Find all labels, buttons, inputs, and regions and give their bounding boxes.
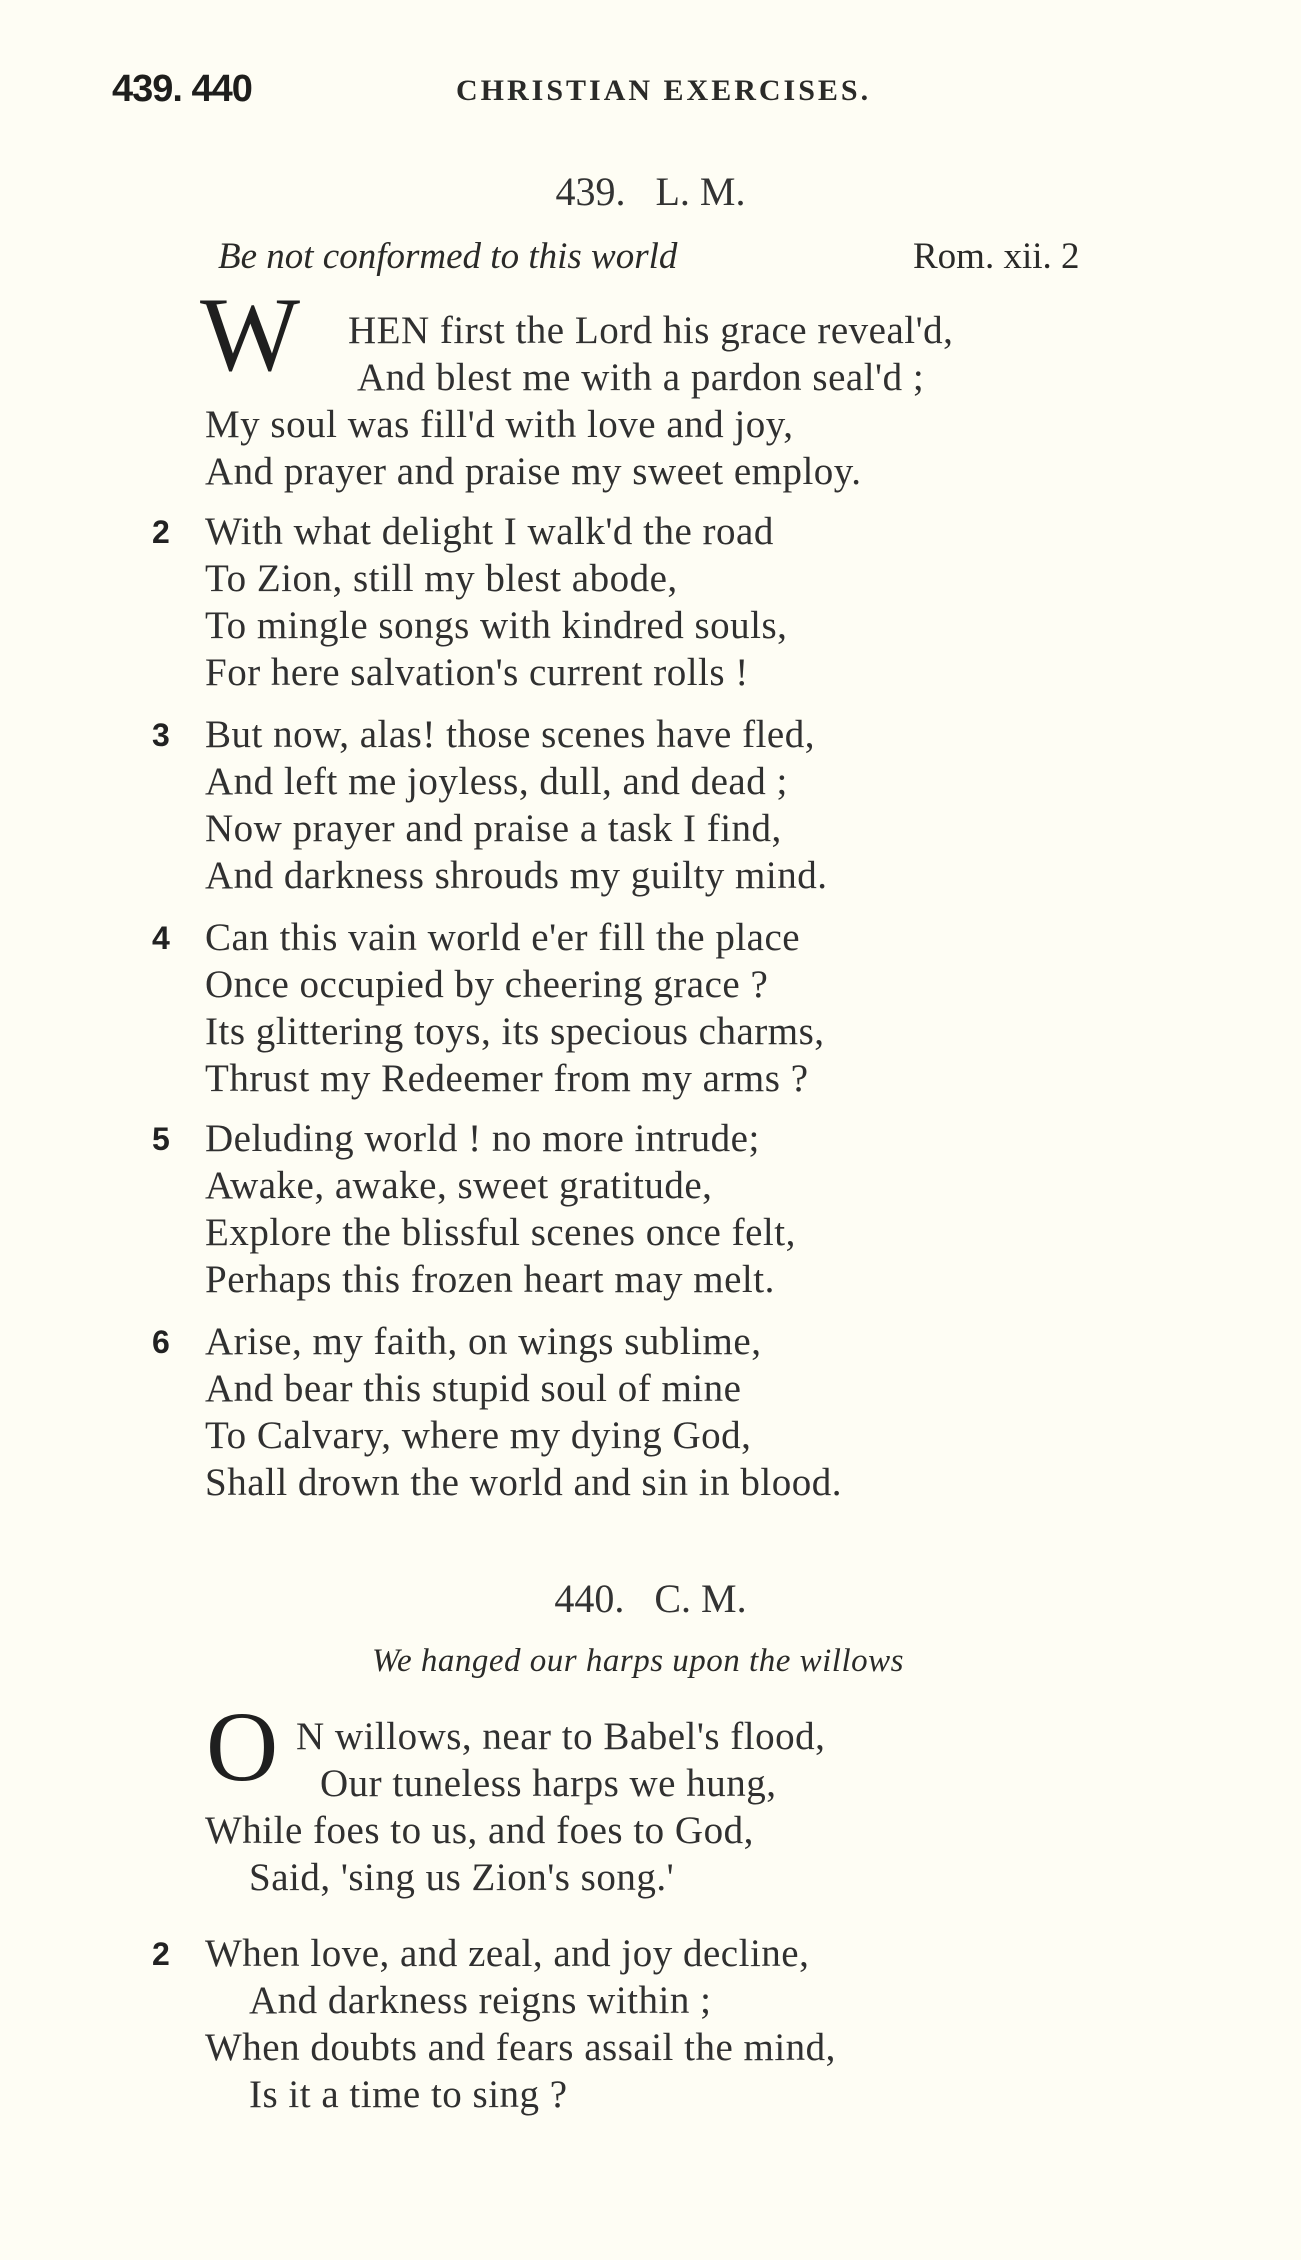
verse-line: Awake, awake, sweet gratitude, [205, 1164, 713, 1207]
running-title: CHRISTIAN EXERCISES. [456, 74, 872, 107]
verse-line: With what delight I walk'd the road [205, 510, 774, 553]
verse-line: And darkness reigns within ; [249, 1979, 712, 2022]
verse-line: Deluding world ! no more intrude; [205, 1117, 760, 1160]
verse-line: And prayer and praise my sweet employ. [205, 450, 862, 493]
verse-line: For here salvation's current rolls ! [205, 651, 749, 694]
running-header [112, 68, 1212, 118]
verse-line: Is it a time to sing ? [249, 2073, 568, 2116]
verse-line: And left me joyless, dull, and dead ; [205, 760, 788, 803]
verse-line: N willows, near to Babel's flood, [296, 1715, 826, 1758]
hymn-439-scripture-reference: Rom. xii. 2 [913, 236, 1080, 277]
verse-number: 2 [152, 514, 170, 550]
hymn-439-drop-cap: W [200, 276, 301, 393]
verse-line: My soul was fill'd with love and joy, [205, 403, 794, 446]
verse-line: Perhaps this frozen heart may melt. [205, 1258, 775, 1301]
hymn-440-drop-cap: O [206, 1691, 279, 1802]
verse-line: Once occupied by cheering grace ? [205, 963, 769, 1006]
verse-line: But now, alas! those scenes have fled, [205, 713, 815, 756]
verse-number: 2 [152, 1936, 170, 1972]
verse-line: HEN first the Lord his grace reveal'd, [348, 309, 954, 352]
verse-line: And bear this stupid soul of mine [205, 1367, 742, 1410]
hymn-440-epigraph [372, 1643, 904, 1680]
verse-line: Now prayer and praise a task I find, [205, 807, 782, 850]
verse-line: To Zion, still my blest abode, [205, 557, 678, 600]
verse-line: Said, 'sing us Zion's song.' [249, 1856, 675, 1899]
verse-line: To mingle songs with kindred souls, [205, 604, 788, 647]
hymn-440-number-meter: 440. C. M. [554, 1576, 747, 1621]
verse-number: 6 [152, 1324, 170, 1360]
verse-line: Can this vain world e'er fill the place [205, 916, 801, 959]
verse-line: Our tuneless harps we hung, [320, 1762, 777, 1805]
verse-number: 5 [152, 1121, 170, 1157]
hymn-439-heading [0, 168, 1301, 215]
hymn-440-heading [0, 1575, 1301, 1622]
verse-number: 3 [152, 717, 170, 753]
verse-line: Its glittering toys, its specious charms, [205, 1010, 825, 1053]
hymn-440-epigraph-text: We hanged our harps upon the willows [372, 1643, 904, 1679]
verse-line: Explore the blissful scenes once felt, [205, 1211, 796, 1254]
hymn-439-epigraph-text: Be not conformed to this world [218, 236, 678, 277]
hymn-439-number-meter: 439. L. M. [555, 169, 746, 214]
page-numbers: 439. 440 [112, 68, 252, 110]
verse-line: Thrust my Redeemer from my arms ? [205, 1057, 809, 1100]
verse-number: 4 [152, 920, 170, 956]
verse-line: To Calvary, where my dying God, [205, 1414, 752, 1457]
verse-line: And blest me with a pardon seal'd ; [357, 356, 925, 399]
verse-line: While foes to us, and foes to God, [205, 1809, 754, 1852]
hymn-439-epigraph [218, 235, 1080, 278]
verse-line: Shall drown the world and sin in blood. [205, 1461, 842, 1504]
verse-line: When doubts and fears assail the mind, [205, 2026, 836, 2069]
verse-line: And darkness shrouds my guilty mind. [205, 854, 828, 897]
verse-line: When love, and zeal, and joy decline, [205, 1932, 810, 1975]
verse-line: Arise, my faith, on wings sublime, [205, 1320, 762, 1363]
